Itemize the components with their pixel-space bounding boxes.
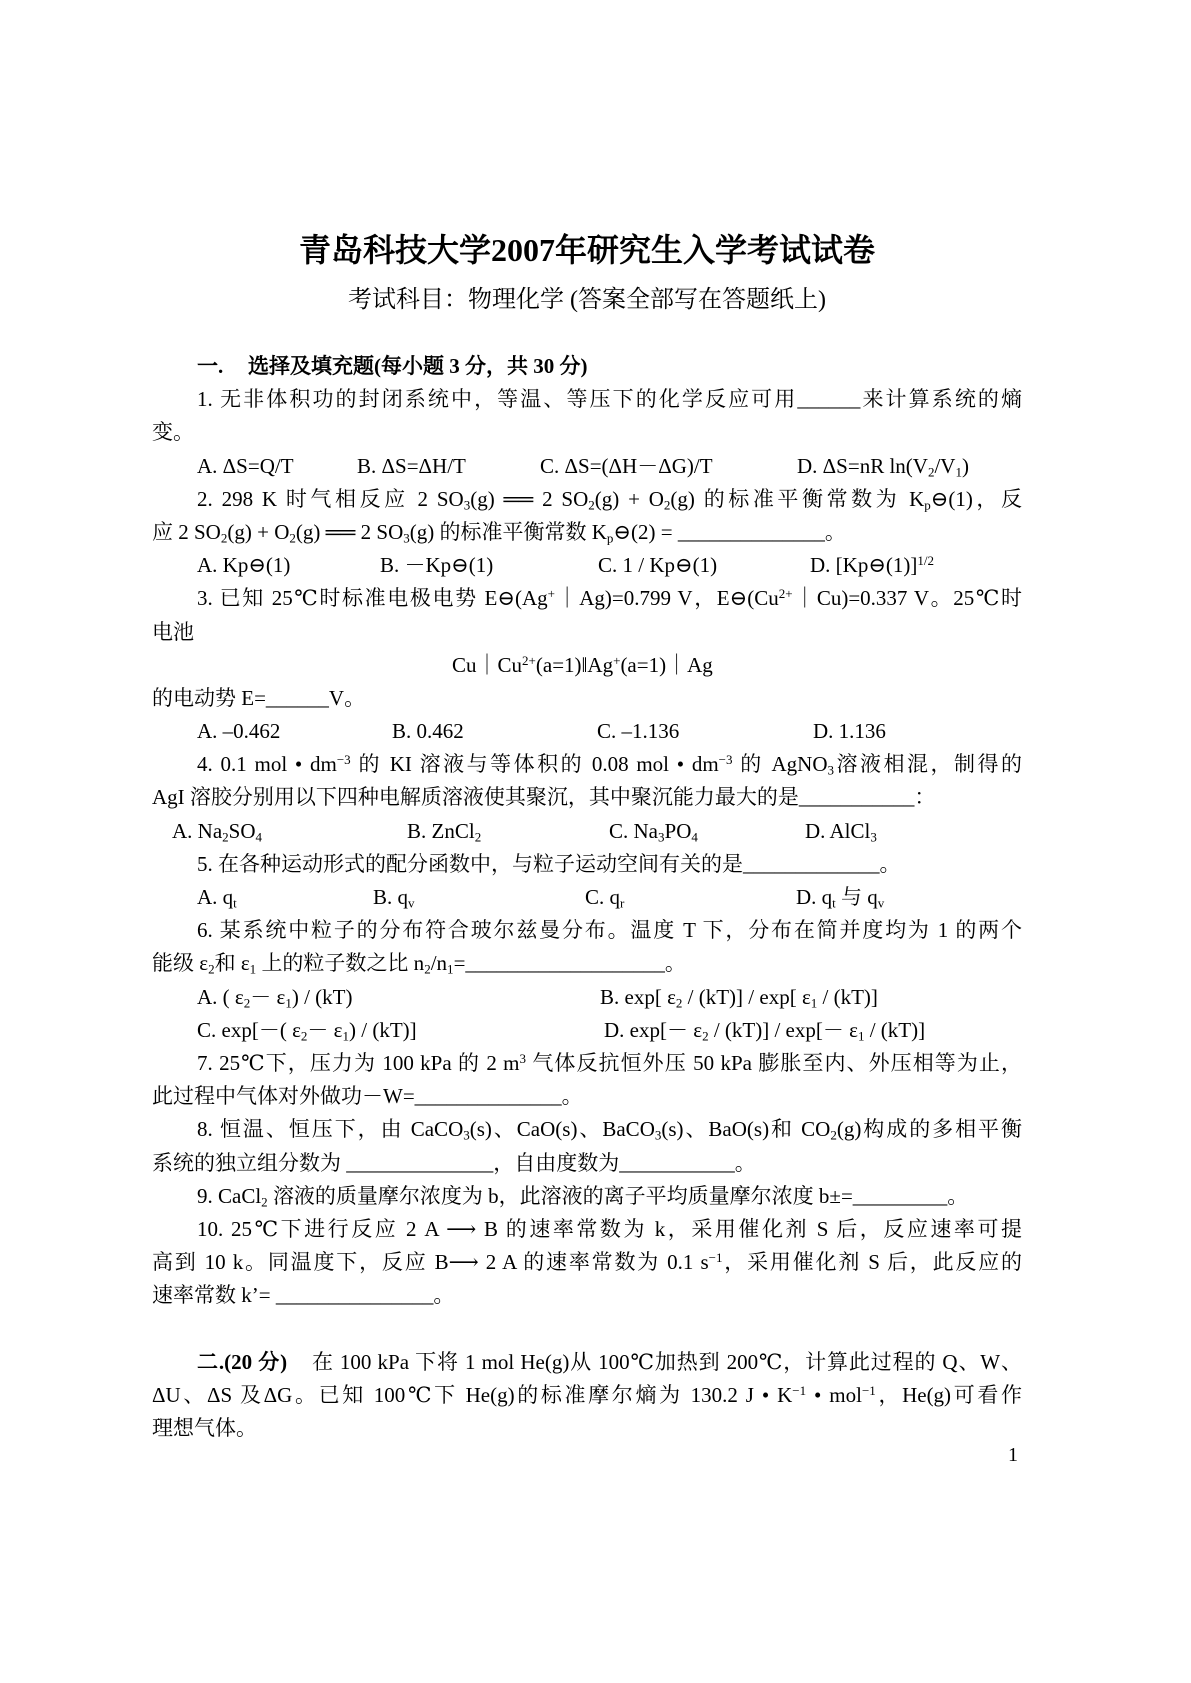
subscript: 2 <box>663 497 671 512</box>
q4-line-2 <box>152 781 1022 814</box>
subscript: 2 <box>675 994 683 1010</box>
section-2-line-2 <box>152 1379 1022 1412</box>
subscript: 4 <box>691 828 698 844</box>
section-1-heading <box>197 350 1191 383</box>
superscript: −3 <box>336 752 351 768</box>
q6-line-2 <box>152 947 1022 980</box>
text-run: (g) ══ 2 SO <box>295 519 404 544</box>
q1-option-c <box>540 450 713 483</box>
subscript: 2 <box>830 1127 837 1143</box>
text-run: ｜Cu)=0.337 V。25℃时 <box>792 586 1022 611</box>
text-run: 在 100 kPa 下将 1 mol He(g)从 100℃加热到 200℃，计算此过程的 Q、W、 <box>311 1349 1022 1374</box>
subscript: 1 <box>810 994 818 1010</box>
q5-option-b <box>373 881 415 914</box>
q4-line-1 <box>197 748 1022 781</box>
text-run: PO <box>664 818 692 843</box>
text-run: (s)、BaO(s)和 CO <box>661 1117 831 1142</box>
subscript: 2 <box>474 828 482 844</box>
text-run: =___________________。 <box>453 951 686 976</box>
text-run: SO <box>228 818 256 843</box>
text-run: － ε <box>250 984 286 1009</box>
text-run: ) / (kT) <box>291 984 353 1009</box>
text-run: (a=1)｜Ag <box>620 652 713 677</box>
text-run: 上的粒子数之比 n <box>256 951 425 976</box>
text-run: D. [Kp⊖(1)] <box>810 553 918 578</box>
section-spacer <box>0 1312 1191 1345</box>
q2-options <box>0 549 1191 582</box>
subscript: 2 <box>289 530 296 546</box>
text-run: (g) + O <box>227 519 290 544</box>
superscript: + <box>613 652 621 668</box>
superscript: −1 <box>792 1382 807 1398</box>
text-run: 8. 恒温、恒压下，由 CaCO <box>197 1117 464 1142</box>
subscript: 2 <box>208 961 215 977</box>
q3-line-2 <box>152 616 1022 649</box>
q1-option-b <box>357 450 466 483</box>
q1-line-2 <box>152 416 1022 449</box>
q4-option-b <box>407 815 481 848</box>
q6-option-b <box>600 981 878 1014</box>
q1-option-d <box>797 450 969 483</box>
subscript: 3 <box>658 828 665 844</box>
q5-option-d <box>796 881 884 914</box>
text-run: / (kT)] / exp[－ ε <box>708 1017 858 1042</box>
text-run: • mol <box>806 1382 862 1407</box>
subscript: v <box>877 895 885 911</box>
subscript: 2 <box>220 530 228 546</box>
text-run: B. ΔS=ΔH/T <box>357 453 466 478</box>
q3-answer-line <box>152 682 1022 715</box>
subscript: 2 <box>222 828 229 844</box>
text-run: B. exp[ ε <box>600 984 676 1009</box>
q10-line-2 <box>152 1246 1022 1279</box>
q4-option-a <box>172 815 262 848</box>
q1-options <box>0 450 1191 483</box>
text-run: ｜Ag)=0.799 V，E⊖(Cu <box>554 586 779 611</box>
q2-option-c <box>598 549 717 582</box>
section-1-number: 一. <box>197 354 224 378</box>
q4-option-c <box>609 815 698 848</box>
q3-option-d <box>813 715 886 748</box>
text-run: D. exp[－ ε <box>604 1017 703 1042</box>
text-run: C. Na <box>609 818 658 843</box>
text-run: 1. 无非体积功的封闭系统中，等温、等压下的化学反应可用______来计算系统的熵 <box>197 387 1022 412</box>
subscript: 1 <box>857 1028 865 1043</box>
subscript: 3 <box>654 1127 662 1143</box>
subscript: 2 <box>702 1028 709 1043</box>
text-run: 速率常数 k’= _______________。 <box>152 1283 455 1308</box>
subscript: t <box>832 895 836 911</box>
subscript: 2 <box>927 463 935 479</box>
q10-line-1 <box>197 1213 1022 1246</box>
text-run: C. –1.136 <box>597 719 680 744</box>
subscript: 4 <box>255 828 263 844</box>
subscript: 1 <box>249 961 257 977</box>
text-run: (g)构成的多相平衡 <box>836 1117 1022 1142</box>
text-run: 的 AgNO <box>732 752 828 777</box>
text-run: 与 q <box>835 885 878 909</box>
text-run: B. －Kp⊖(1) <box>380 553 494 578</box>
text-run: D. 1.136 <box>813 719 886 744</box>
text-run: C. 1 / Kp⊖(1) <box>598 553 718 578</box>
page-number: 1 <box>1008 1444 1018 1466</box>
text-run: ，采用催化剂 S 后，此反应的 <box>722 1250 1022 1275</box>
text-run: 溶液相混，制得的 <box>834 752 1023 777</box>
q2-option-a <box>197 549 290 582</box>
text-run: 3. 已知 25℃时标准电极电势 E⊖(Ag <box>197 586 548 611</box>
text-run: 4. 0.1 mol • dm <box>197 752 337 777</box>
text-run: (a=1)‖Ag <box>535 652 614 677</box>
superscript: 2+ <box>778 586 793 602</box>
section-1-title: 选择及填充题(每小题 3 分，共 30 分) <box>248 354 588 378</box>
q6-option-a <box>197 981 353 1014</box>
text-run: B. 0.462 <box>392 719 464 744</box>
text-run: B. ZnCl <box>407 818 475 843</box>
q3-option-b <box>392 715 464 748</box>
q3-cell-notation <box>452 649 1191 682</box>
text-run: 变。 <box>152 420 194 445</box>
superscript: −1 <box>708 1249 723 1265</box>
q9-line-1 <box>197 1180 1022 1213</box>
text-run: 高到 10 k。同温度下，反应 B⟶ 2 A 的速率常数为 0.1 s <box>152 1250 709 1275</box>
text-run: ，He(g)可看作 <box>875 1382 1022 1407</box>
text-run: 5. 在各种运动形式的配分函数中，与粒子运动空间有关的是_____________。 <box>197 851 901 876</box>
superscript: 3 <box>519 1050 527 1066</box>
text-run: 气体反抗恒外压 50 kPa 膨胀至内、外压相等为止， <box>526 1050 1023 1075</box>
subscript: 3 <box>827 762 835 778</box>
q6-options-row-2 <box>0 1014 1191 1047</box>
q5-line-1 <box>197 848 1022 881</box>
text-run: 电池 <box>152 619 194 644</box>
text-run: AgI 溶胶分别用以下四种电解质溶液使其聚沉，其中聚沉能力最大的是___________： <box>152 785 936 810</box>
text-run: D. ΔS=nR ln(V <box>797 453 928 478</box>
subscript: 3 <box>870 828 877 844</box>
q7-line-2 <box>152 1080 1022 1113</box>
subscript: 2 <box>300 1028 308 1043</box>
text-run: A. ΔS=Q/T <box>197 453 294 478</box>
text-run: 系统的独立组分数为 ______________，自由度数为___________。 <box>152 1150 756 1175</box>
subscript: 2 <box>243 994 251 1010</box>
q4-options <box>0 815 1191 848</box>
text-run: 2. 298 K 时气相反应 2 SO <box>197 486 464 511</box>
q2-option-b <box>380 549 493 582</box>
text-run: 6. 某系统中粒子的分布符合玻尔兹曼分布。温度 T 下，分布在简并度均为 1 的两个 <box>197 918 1022 943</box>
text-run: 的电动势 E=______V。 <box>152 685 366 710</box>
q10-line-3 <box>152 1279 1022 1312</box>
subscript: r <box>620 895 625 911</box>
text-run: 此过程中气体对外做功－W=______________。 <box>152 1084 583 1109</box>
superscript: −1 <box>861 1382 876 1398</box>
q2-line-1 <box>197 483 1022 516</box>
subscript: v <box>408 895 415 911</box>
q5-options <box>0 881 1191 914</box>
text-run: A. ( ε <box>197 984 244 1009</box>
subscript: 2 <box>588 497 595 512</box>
text-run: ) / (kT)] <box>349 1017 417 1042</box>
text-run: ⊖(2) = ______________。 <box>613 519 846 544</box>
q5-option-c <box>585 881 624 914</box>
text-run: (g) 的标准平衡常数 K <box>409 519 607 544</box>
subscript: p <box>606 530 614 546</box>
superscript: 2+ <box>522 652 536 668</box>
text-run: A. –0.462 <box>197 719 281 744</box>
section-2-line-3 <box>152 1412 1022 1445</box>
subscript: 1 <box>342 1028 349 1043</box>
subscript: 1 <box>285 994 292 1010</box>
text-run: /V <box>934 453 956 478</box>
text-run: 溶液的质量摩尔浓度为 b，此溶液的离子平均质量摩尔浓度 b±=_________。 <box>267 1183 969 1208</box>
text-run: 的 KI 溶液与等体积的 0.08 mol • dm <box>350 752 719 777</box>
q2-option-d <box>810 549 934 582</box>
q3-options <box>0 715 1191 748</box>
q3-line-1 <box>197 582 1022 615</box>
subscript: 2 <box>424 961 431 977</box>
subscript: 3 <box>463 497 471 512</box>
subscript: 2 <box>261 1193 268 1209</box>
exam-subtitle: 考试科目：物理化学 (答案全部写在答题纸上) <box>348 287 826 313</box>
text-run: A. Kp⊖(1) <box>197 553 291 578</box>
text-run: ΔU、ΔS 及ΔG。已知 100℃下 He(g)的标准摩尔熵为 130.2 J • K <box>152 1382 793 1407</box>
text-run: C. ΔS=(ΔH－ΔG)/T <box>540 453 713 478</box>
exam-body <box>0 350 1191 1445</box>
text-run: ) <box>961 453 969 478</box>
q6-option-c <box>197 1014 417 1047</box>
text-run: 7. 25℃下，压力为 100 kPa 的 2 m <box>197 1050 520 1075</box>
q1-option-a <box>197 450 294 483</box>
superscript: 1/2 <box>917 552 935 568</box>
q4-option-d <box>805 815 877 848</box>
text-run: 理想气体。 <box>152 1416 257 1440</box>
exam-title: 青岛科技大学2007年研究生入学考试试卷 <box>298 232 875 268</box>
subscript: t <box>233 895 237 911</box>
text-run: B. q <box>373 885 409 909</box>
text-run: 和 ε <box>214 951 250 976</box>
q8-line-2 <box>152 1147 1022 1180</box>
text-run: 应 2 SO <box>152 519 221 544</box>
subscript: 1 <box>447 961 454 977</box>
text-run: ⊖(1)，反 <box>930 486 1022 511</box>
section-2-label: 二.(20 分) <box>197 1349 288 1374</box>
text-run: － ε <box>307 1017 343 1042</box>
section-2-line-1-text <box>311 1350 1022 1374</box>
q5-option-a <box>197 881 237 914</box>
q2-line-2 <box>152 516 1022 549</box>
text-run: / (kT)] <box>864 1017 926 1042</box>
q7-line-1 <box>197 1047 1022 1080</box>
subscript: p <box>924 497 931 512</box>
text-run: C. q <box>585 885 621 909</box>
q6-option-d <box>604 1014 925 1047</box>
text-run: 能级 ε <box>152 951 209 976</box>
text-run: (g) ══ 2 SO <box>470 486 589 511</box>
text-run: C. exp[－( ε <box>197 1017 301 1042</box>
text-run: D. AlCl <box>805 818 871 843</box>
text-run: Cu｜Cu <box>452 652 523 677</box>
section-2-line-1 <box>197 1346 1022 1379</box>
text-run: (g) + O <box>594 486 664 511</box>
text-run: D. q <box>796 885 833 909</box>
subscript: 1 <box>955 463 962 479</box>
q6-options-row-1 <box>0 981 1191 1014</box>
subscript: 3 <box>403 530 410 546</box>
text-run: /n <box>430 951 448 976</box>
text-run: A. q <box>197 885 234 909</box>
superscript: + <box>547 586 555 602</box>
q8-line-1 <box>197 1113 1022 1146</box>
q3-option-a <box>197 715 280 748</box>
text-run: 10. 25℃下进行反应 2 A ⟶ B 的速率常数为 k，采用催化剂 S 后，反应速率可提 <box>197 1216 1022 1241</box>
text-run: / (kT)] <box>817 984 878 1009</box>
superscript: −3 <box>718 752 733 768</box>
text-run: / (kT)] / exp[ ε <box>682 984 811 1009</box>
text-run: (s)、CaO(s)、BaCO <box>469 1117 655 1142</box>
q3-option-c <box>597 715 679 748</box>
text-run: A. Na <box>172 818 223 843</box>
q1-line-1 <box>197 383 1022 416</box>
text-run: (g) 的标准平衡常数为 K <box>670 486 925 511</box>
q6-line-1 <box>197 914 1022 947</box>
text-run: 9. CaCl <box>197 1183 262 1208</box>
subscript: 3 <box>463 1127 470 1143</box>
